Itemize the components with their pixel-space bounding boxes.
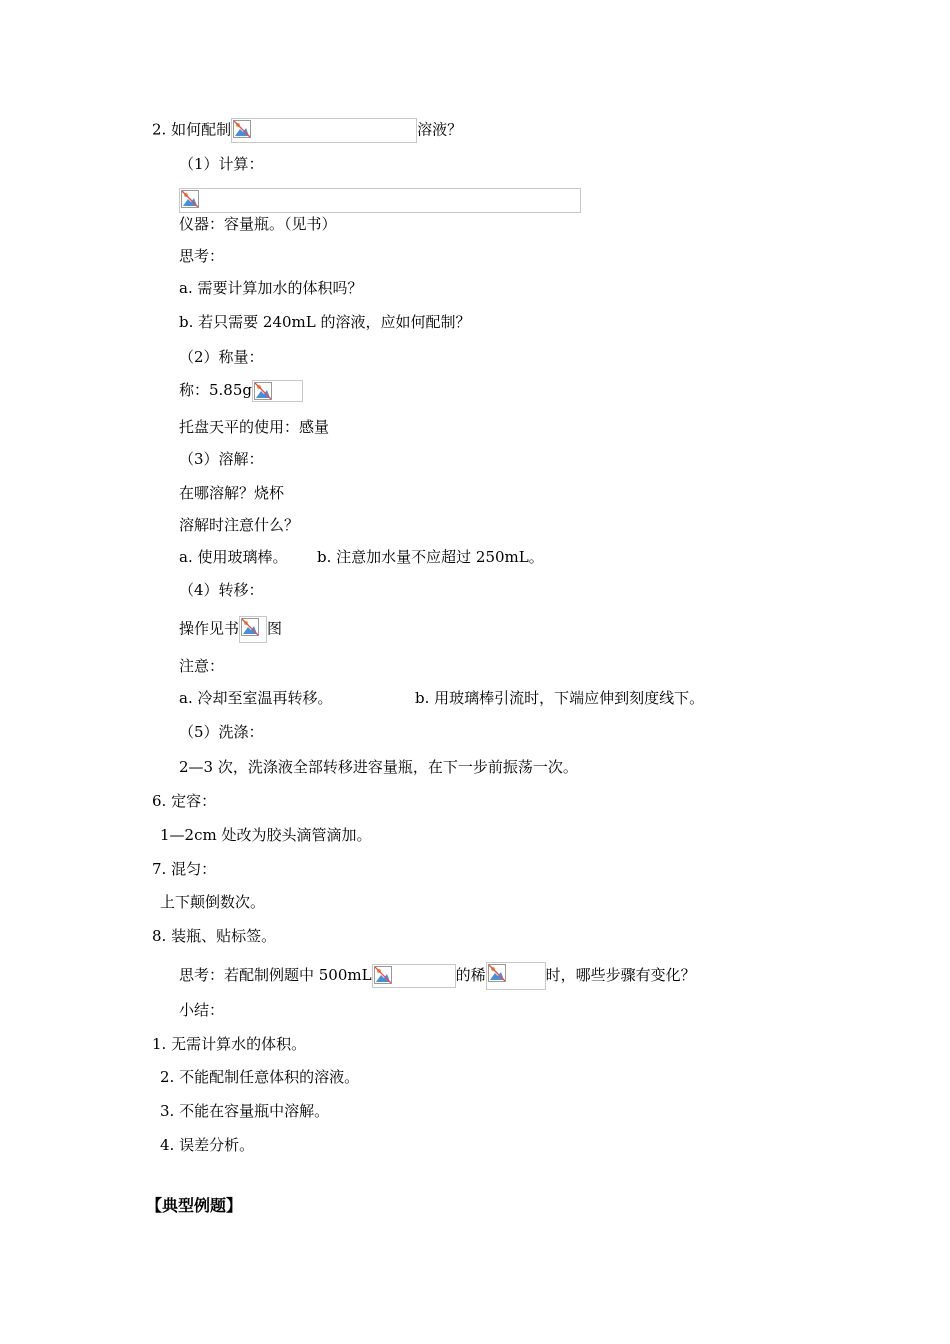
step-4-title: （4）转移： — [179, 581, 264, 599]
step-6-text: 1—2cm 处改为胶头滴管滴加。 — [160, 826, 372, 844]
formula-image — [372, 964, 456, 988]
note-b: b. 用玻璃棒引流时，下端应伸到刻度线下。 — [415, 689, 705, 707]
weigh-line: 称：5.85g — [179, 380, 303, 402]
formula-image — [179, 188, 581, 213]
step-2-title: （2）称量： — [179, 348, 264, 366]
broken-image-icon — [254, 382, 272, 400]
step-3-title: （3）溶解： — [179, 450, 264, 468]
step-8-title: 8. 装瓶、贴标签。 — [152, 927, 277, 945]
think-b: b. 若只需要 240mL 的溶液，应如何配制？ — [179, 313, 471, 331]
note-a: a. 冷却至室温再转移。 — [179, 689, 333, 707]
note-label: 注意： — [179, 657, 225, 675]
question-2: 2. 如何配制 溶液？ — [152, 118, 462, 143]
formula-image — [231, 118, 417, 143]
formula-image — [252, 380, 303, 402]
step-6-title: 6. 定容： — [152, 792, 217, 810]
formula-image — [486, 962, 546, 990]
summary-label: 小结： — [179, 1001, 225, 1019]
think-2: 思考：若配制例题中 500mL 的稀 时，哪些步骤有变化？ — [179, 962, 696, 990]
transfer-line: 操作见书 图 — [179, 616, 282, 643]
dissolve-note: 溶解时注意什么？ — [179, 516, 300, 534]
figure-image — [239, 616, 267, 643]
step-1-title: （1）计算： — [179, 155, 264, 173]
step-7-title: 7. 混匀： — [152, 860, 217, 878]
broken-image-icon — [181, 190, 199, 208]
dissolve-b: b. 注意加水量不应超过 250mL。 — [317, 548, 544, 566]
calc-formula — [179, 188, 581, 213]
summary-4: 4. 误差分析。 — [160, 1136, 255, 1154]
summary-1: 1. 无需计算水的体积。 — [152, 1035, 307, 1053]
summary-3: 3. 不能在容量瓶中溶解。 — [160, 1102, 330, 1120]
broken-image-icon — [374, 966, 392, 984]
wash-text: 2—3 次，洗涤液全部转移进容量瓶，在下一步前振荡一次。 — [179, 758, 578, 776]
broken-image-icon — [241, 618, 259, 636]
step-5-title: （5）洗涤： — [179, 723, 264, 741]
instrument-text: 仪器：容量瓶。（见书） — [179, 215, 337, 233]
broken-image-icon — [488, 964, 506, 982]
broken-image-icon — [233, 120, 251, 138]
balance-text: 托盘天平的使用：感量 — [179, 418, 330, 436]
dissolve-a: a. 使用玻璃棒。 — [179, 548, 288, 566]
summary-2: 2. 不能配制任意体积的溶液。 — [160, 1068, 360, 1086]
think-a: a. 需要计算加水的体积吗？ — [179, 279, 363, 297]
think-label: 思考： — [179, 247, 225, 265]
section-heading-examples: 【典型例题】 — [146, 1196, 243, 1215]
dissolve-where: 在哪溶解？烧杯 — [179, 484, 285, 502]
step-7-text: 上下颠倒数次。 — [160, 893, 266, 911]
